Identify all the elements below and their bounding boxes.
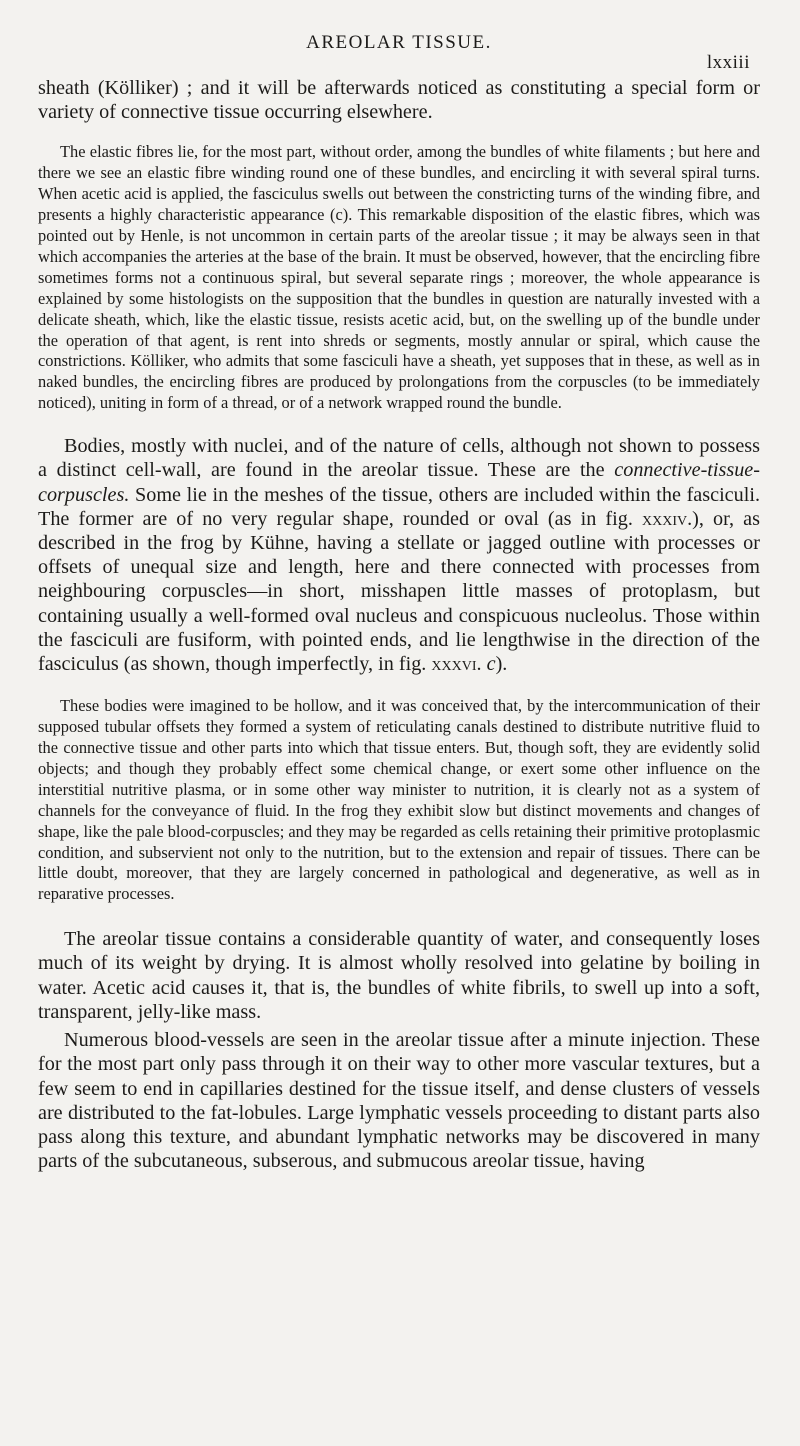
text-run: Some lie in the meshes of the tissue, others are included within the fasciculi. The former are of no very regular shape, rounded or oval (as in fig. <box>38 483 760 530</box>
text-run: Bodies, mostly with nuclei, and of the nature of cells, although not shown to possess a distinct cell-wall, are found in the areolar tissue. These are the <box>38 435 760 482</box>
paragraph-continuation: sheath (Kölliker) ; and it will be afterwards noticed as constituting a special form or variety of connective tissue occurring elsewhere. <box>38 77 760 124</box>
paragraph-hollow-bodies: These bodies were imagined to be hollow, and it was conceived that, by the intercommunication of their supposed tubular offsets they formed a system of reticulating canals destined to distribute nutritive fluid to the connective tissue and other parts into which that tissue enters. But, though soft, they are evidently solid objects; and though they probably effect some chemical change, or exert some other influence on the interstitial nutritive plasma, or in some other way minister to nutrition, it is clearly not as a system of channels for the conveyance of fluid. In the frog they exhibit slow but distinct movements and changes of shape, like the pale blood-corpuscles; and they may be regarded as cells retaining their primitive protoplasmic condition, and subservient not only to the nutrition, but to the extension and repair of tissues. There can be little doubt, moreover, that they are largely concerned in pathological and degenerative, as well as in reparative processes. <box>38 696 760 904</box>
text-run: ), or, as described in the frog by Kühne, having a stellate or jagged outline with processes or offsets of unequal size and length, here and there connected with processes from neighbouring corpuscles—in short, misshapen little masses of protoplasm, but containing usually a well-formed oval nucleus and conspicuous nucleolus. Those within the fasciculi are fusiform, with pointed ends, and lie lengthwise in the direction of the fasciculus (as shown, though imperfectly, in fig. <box>38 507 761 676</box>
paragraph-elastic-fibres: The elastic fibres lie, for the most part, without order, among the bundles of white filaments ; but here and there we see an elastic fibre winding round one of these bundles, and encircling it with several spiral turns. When acetic acid is applied, the fasciculus swells out between the constricting turns of the winding fibre, and presents a highly characteristic appearance (c). This remarkable disposition of the elastic fibres, which was pointed out by Henle, is not uncommon in certain parts of the areolar tissue ; it may be always seen in that which accompanies the arteries at the base of the brain. It must be observed, however, that the encircling fibre sometimes forms not a continuous spiral, but several separate rings ; moreover, the whole appearance is explained by some histologists on the supposition that the bundles in question are naturally invested with a delicate sheath, which, like the elastic tissue, resists acetic acid, but, on the swelling up of the bundle under the operation of that agent, is rent into shreds or segments, mostly annular or spiral, which cause the constrictions. Kölliker, who admits that some fasciculi have a sheath, yet supposes that in these, as well as in naked bundles, the encircling fibres are produced by prolongations from the corpuscles (to be immediately noticed), uniting in form of a thread, or of a network wrapped round the bundle. <box>38 142 760 413</box>
text-run: ). <box>495 653 508 676</box>
running-title: AREOLAR TISSUE. <box>306 32 492 53</box>
figure-reference: xxxvi. <box>431 653 482 676</box>
figure-reference: xxxiv. <box>641 507 693 530</box>
paragraph-water-content: The areolar tissue contains a considerable quantity of water, and consequently loses much of its weight by drying. It is almost wholly resolved into gelatine by boiling in water. Acetic acid causes it, that is, the bundles of white fibrils, to swell up into a soft, transparent, jelly-like mass. <box>38 928 760 1023</box>
figure-letter: c <box>486 653 496 676</box>
page-number: lxxiii <box>706 52 750 73</box>
page-header <box>38 30 760 76</box>
paragraph-blood-vessels: Numerous blood-vessels are seen in the areolar tissue after a minute injection. These for the most part only pass through it on their way to other more vascular textures, but a few seem to end in capillaries destined for the tissue itself, and dense clusters of vessels are distributed to the fat-lobules. Large lymphatic vessels proceeding to distant parts also pass along this texture, and abundant lymphatic networks may be discovered in many parts of the subcutaneous, subserous, and submucous areolar tissue, having <box>38 1029 760 1173</box>
paragraph-connective-tissue-corpuscles <box>38 434 760 676</box>
italic-term: connective-tissue-corpuscles. <box>38 459 760 506</box>
